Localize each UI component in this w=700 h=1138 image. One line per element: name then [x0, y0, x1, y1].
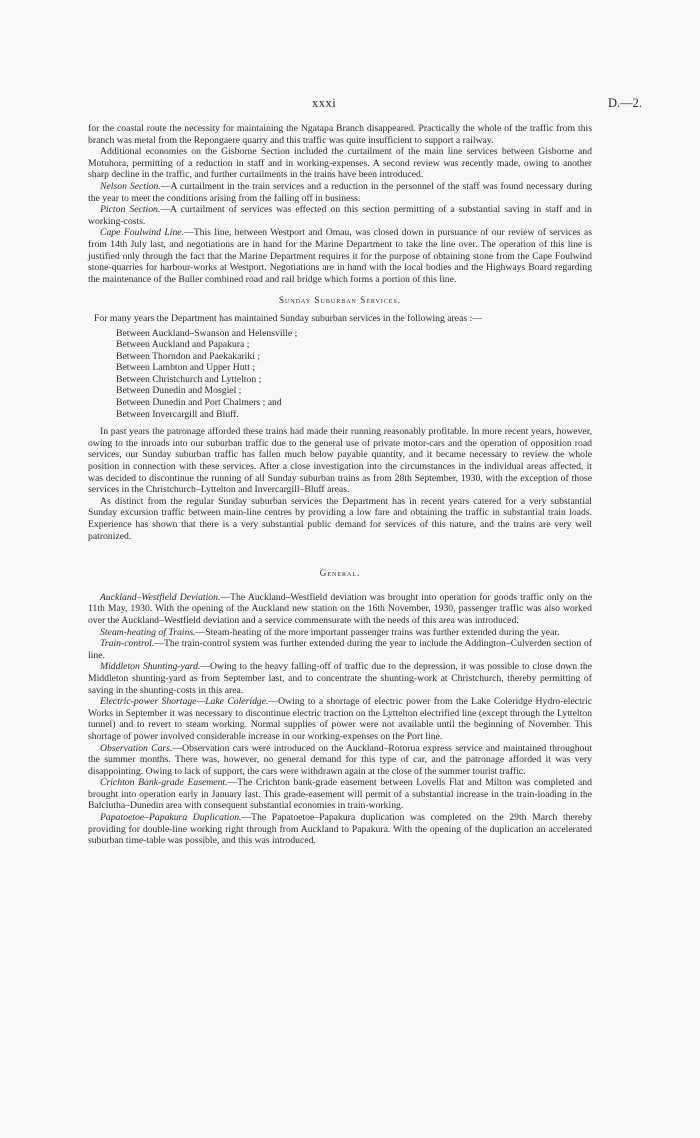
paragraph-text: —The Crichton bank-grade easement between Lovells Flat and Milton was completed and brought into operation early in January last. This grade-easement will permit of a substantial increase in the train-loading in the Balclutha–Dunedin area with consequent substantial economies in train-working.	[88, 777, 592, 812]
page-number: xxxi	[312, 96, 337, 110]
document-reference: D.—2.	[607, 96, 642, 110]
paragraph-text: —A curtailment in the train services and a reduction in the personnel of the staff was found necessary during the year to meet the conditions arising from the falling off in business.	[88, 180, 592, 204]
section-heading-sunday: Sunday Suburban Services.	[278, 295, 402, 306]
paragraph-text: —Owing to the heavy falling-off of traffic due to the depression, it was possible to close down the Middleton shunting-yard as from September last, and to concentrate the shunting-work at Christchurch, thereby permitting of saving in the shunting-costs in this area.	[88, 661, 593, 696]
paragraph-steam-heating	[88, 627, 592, 639]
sunday-intro: For many years the Department has maintained Sunday suburban services in the following areas :—	[94, 312, 482, 324]
side-heading: Crichton Bank-grade Easement.	[100, 777, 228, 789]
paragraph-crichton	[88, 777, 592, 812]
list-item: Between Auckland and Papakura ;	[116, 339, 250, 351]
paragraph-ngatapa: for the coastal route the necessity for maintaining the Ngatapa Branch disappeared. Practically the whole of the traffic from this branch was metal from the Repongaere quarry and this traffic was quite insufficient to support a railway.	[88, 123, 592, 146]
paragraph-electric-power	[88, 696, 592, 742]
side-heading: Observation Cars.	[100, 742, 173, 754]
list-item: Between Christchurch and Lyttelton ;	[116, 373, 262, 385]
paragraph-picton	[88, 204, 592, 227]
paragraph-papatoetoe	[88, 812, 592, 847]
paragraph-nelson	[88, 181, 592, 204]
paragraph-train-control	[88, 638, 592, 661]
paragraph-text: —This line, between Westport and Omau, was closed down in pursuance of our review of services as from 14th July last, and negotiations are in hand for the Marine Department to take the line over. The operation of this line is justified only through the fact that the Marine Department requires it for the purpose of obtaining stone from the Cape Foulwind stone-quarries for harbour-works at Westport. Negotiations are in hand with the local bodies and the Highways Board regarding the maintenance of the Buller combined road and rail bridge which forms a portion of this line.	[88, 227, 592, 285]
side-heading: Middleton Shunting-yard.	[100, 661, 201, 673]
side-heading: Cape Foulwind Line.	[100, 227, 185, 239]
list-item: Between Lambton and Upper Hutt ;	[116, 362, 256, 374]
list-item: Between Auckland–Swanson and Helensville ;	[116, 327, 298, 339]
paragraph-gisborne: Additional economies on the Gisborne Section included the curtailment of the main line services between Gisborne and Motuhora, permitting of a reduction in staff and in working-expenses. A second review was recently made, owing to another sharp decline in the traffic, and further curtailments in the trains have been introduced.	[88, 146, 592, 181]
list-item: Between Dunedin and Mosgiel ;	[116, 385, 242, 397]
paragraph-text: —The Auckland–Westfield deviation was brought into operation for goods traffic only on the 11th May, 1930. With the opening of the Auckland new station on the 16th November, 1930, passenger traffic was also worked over the Auckland–Westfield deviation and a service commensurate with the needs of this area was introduced.	[88, 591, 592, 626]
paragraph-text: —Owing to a shortage of electric power from the Lake Coleridge Hydro-electric Works in September it was necessary to discontinue electric traction on the Lyttelton electrified line (except through the Lyttelton tunnel) and to revert to steam working. Normal supplies of power were not available until the beginning of November. This shortage of power involved considerable increase in our working-expenses on the Port line.	[88, 696, 592, 742]
paragraph-text: —The train-control system was further extended during the year to include the Addington–Culverden section of line.	[88, 638, 592, 661]
side-heading: Electric-power Shortage—Lake Coleridge.	[100, 696, 269, 708]
paragraph-text: —Steam-heating of the more important passenger trains was further extended during the year.	[195, 626, 560, 638]
section-heading-general: General.	[319, 568, 361, 579]
side-heading: Papatoetoe–Papakura Duplication.	[100, 812, 242, 824]
side-heading: Auckland–Westfield Deviation.	[100, 591, 221, 603]
paragraph-sunday-patronage: In past years the patronage afforded these trains had made their running reasonably profitable. In more recent years, however, owing to the inroads into our suburban traffic due to the general use of private motor-cars and the operation of opposition road services, our Sunday suburban traffic has fallen much below payable quantity, and it became necessary to review the whole position in connection with these services. After a close investigation into the circumstances in the individual areas affected, it was decided to discontinue the running of all Sunday suburban trains as from 28th September, 1930, with the exception of those services in the Christchurch–Lyttelton and Invercargill–Bluff areas.	[88, 426, 592, 496]
paragraph-text: —The Papatoetoe–Papakura duplication was completed on the 29th March thereby providing for double-line working right through from Auckland to Papakura. With the opening of the duplication an accelerated suburban time-table was possible, and this was introduced.	[88, 812, 592, 847]
side-heading: Train-control.	[100, 638, 155, 650]
paragraph-observation-cars	[88, 743, 592, 778]
side-heading: Nelson Section.	[100, 180, 161, 192]
list-item: Between Dunedin and Port Chalmers ; and	[116, 397, 282, 409]
page-header	[0, 96, 700, 110]
side-heading: Steam-heating of Trains.	[100, 626, 196, 638]
side-heading: Picton Section.	[100, 204, 161, 216]
list-item: Between Thorndon and Paekakariki ;	[116, 350, 261, 362]
paragraph-auckland-westfield	[88, 592, 592, 627]
list-item: Between Invercargill and Bluff.	[116, 408, 239, 420]
document-body	[88, 123, 592, 847]
sunday-areas-list	[116, 328, 592, 421]
paragraph-text: —A curtailment of services was effected on this section permitting of a substantial saving in staff and in working-costs.	[88, 204, 592, 227]
paragraph-text: —Observation cars were introduced on the Auckland–Rotorua express service and maintained throughout the summer months. There was, however, no general demand for this type of car, and the patronage afforded it was very disappointing. Owing to lack of support, the cars were withdrawn again at the close of the summer tourist traffic.	[88, 742, 592, 777]
paragraph-sunday-excursion: As distinct from the regular Sunday suburban services the Department has in recent years catered for a very substantial Sunday excursion traffic between main-line centres by providing a low fare and obtaining the traffic in substantial train loads. Experience has shown that there is a very substantial public demand for services of this nature, and the trains are very well patronized.	[88, 495, 592, 542]
paragraph-middleton	[88, 661, 592, 696]
paragraph-cape-foulwind	[88, 227, 592, 285]
